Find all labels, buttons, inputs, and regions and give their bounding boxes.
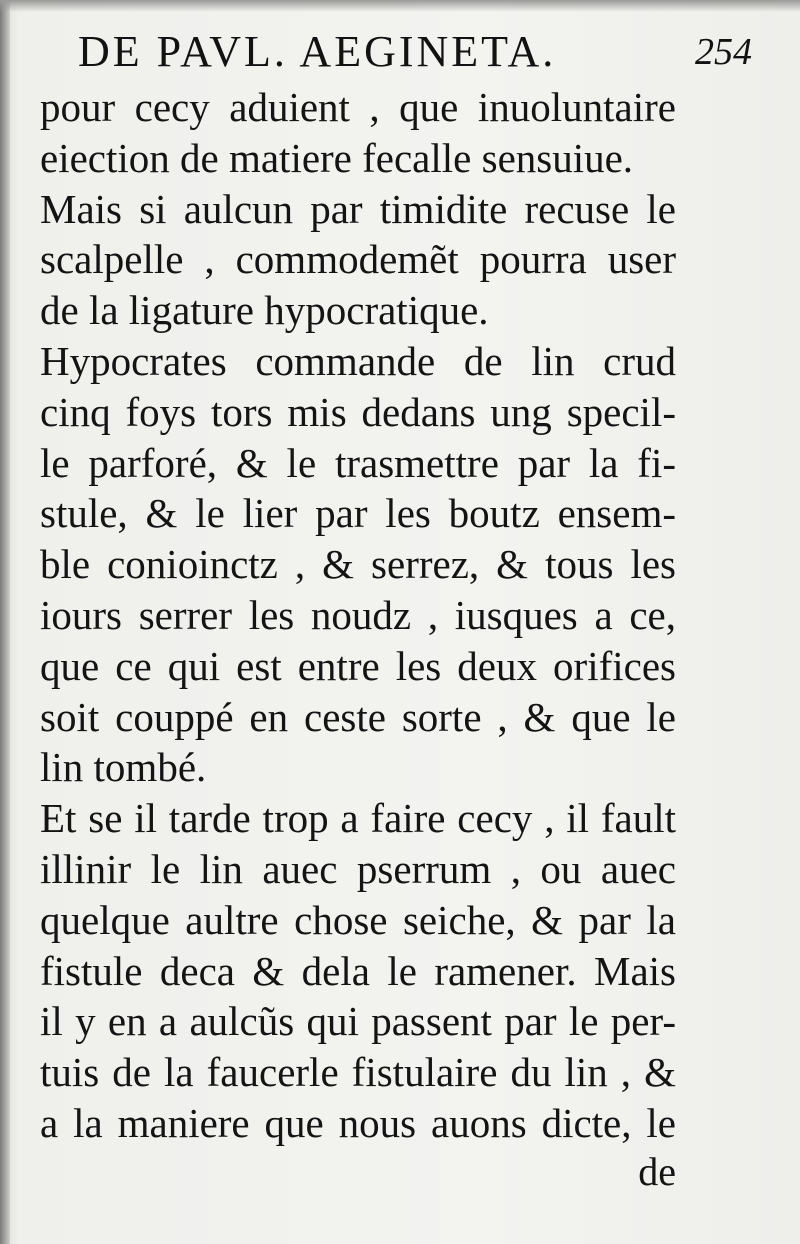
page-header bbox=[78, 22, 758, 82]
text-line: cinq foys tors mis dedans ung specil- bbox=[40, 388, 676, 435]
text-line: pour cecy aduient , que inuoluntaire bbox=[40, 84, 676, 130]
text-line: Hypocrates commande de lin crud bbox=[40, 337, 676, 384]
text-line: Et se il tarde trop a faire cecy , il fault bbox=[40, 795, 676, 842]
text-line: iours serrer les noudz , iusques a ce, bbox=[40, 591, 676, 638]
text-line: tuis de la faucerle fistulaire du lin , & bbox=[40, 1049, 676, 1096]
text-line: il y en a aulcũs qui passent par le per- bbox=[40, 998, 676, 1045]
catchword: de bbox=[638, 1149, 676, 1194]
running-head: DE PAVL. AEGINETA. bbox=[78, 27, 557, 76]
text-line: soit couppé en ceste sorte , & que le bbox=[40, 693, 676, 740]
text-line: lin tombé. bbox=[40, 744, 207, 791]
text-line: ble conioinctz , & serrez, & tous les bbox=[40, 541, 676, 588]
text-line: a la maniere que nous auons dicte, le bbox=[40, 1099, 676, 1146]
text-line: de la ligature hypocratique. bbox=[40, 287, 489, 334]
text-line: stule, & le lier par les boutz ensem- bbox=[40, 490, 676, 537]
text-line: le parforé, & le trasmettre par la fi- bbox=[40, 439, 676, 486]
page-number: 254 bbox=[695, 31, 752, 73]
body-text bbox=[40, 82, 676, 1149]
text-line: que ce qui est entre les deux orifices bbox=[40, 642, 676, 689]
page-gutter-shadow bbox=[0, 0, 10, 1244]
text-line: scalpelle , commodemẽt pourra user bbox=[40, 236, 676, 283]
text-line: quelque aultre chose seiche, & par la bbox=[40, 896, 676, 943]
page-top-shadow bbox=[0, 0, 800, 12]
text-line: Mais si aulcun par timidite recuse le bbox=[40, 185, 676, 232]
text-line: illinir le lin auec pserrum , ou auec bbox=[40, 845, 676, 892]
text-line: fistule deca & dela le ramener. Mais bbox=[40, 947, 676, 994]
text-line: eiection de matiere fecalle sensuiue. bbox=[40, 134, 634, 181]
